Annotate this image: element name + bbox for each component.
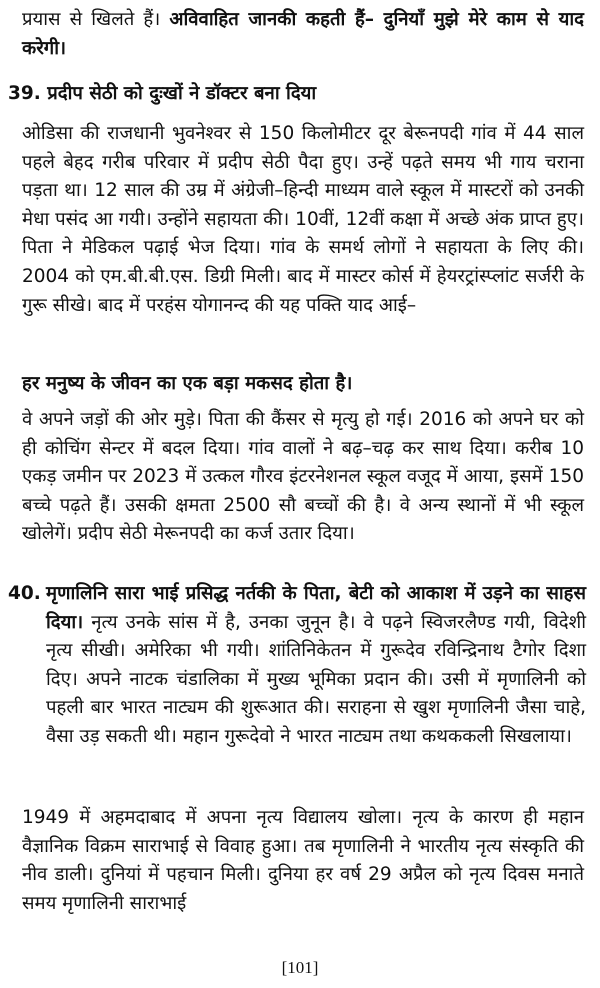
item-40-title: मृणालिनि सारा भाई प्रसिद्ध नर्तकी के पिता, बेटी को आकाश में उड़ने का साहस दिया। <box>46 583 586 633</box>
item-39-paragraph-2: वे अपने जड़ों की ओर मुड़े। पिता की कैंसर से मृत्यु हो गई। 2016 को अपने घर को ही कोचिंग सेन्टर में बदल दिया। गांव वालों ने बढ़–चढ़ कर साथ दिया। करीब 10 एकड़ जमीन पर 2023 में उत्कल गौरव इंटरनेशनल स्कूल वजूद में आया, इसमें 150 बच्चे पढ़ते हैं। उसकी क्षमता 2500 सौ बच्चों की है। वे अन्य स्थानों में भी स्कूल खोलेगें। प्रदीप सेठी मेरूनपदी का कर्ज उतार दिया। <box>22 409 584 545</box>
item-40-text: नृत्य उनके सांस में है, उनका जुनून है। वे पढ़ने स्विजरलैण्ड गयी, विदेशी नृत्य सीखी। अमेरिका भी गयी। शांतिनिकेतन में गुरूदेव रविन्द्रिनाथ टैगोर दिशा दिए। अपने नाटक चंडालिका में मुख्य भूमिका प्रदान की। उसी में मृणालिनी को पहली बार भारत नाट्यम की शुरूआत की। सराहना से खुश मृणालिनी जैसा चाहे, वैसा उड़ सकती थी। महान गुरूदेवो ने भारत नाट्यम तथा कथककली सिखलाया। <box>46 611 587 747</box>
item-39-quote: हर मनुष्य के जीवन का एक बड़ा मकसद होता है। <box>22 373 353 394</box>
item-40-paragraph-1 <box>46 580 586 752</box>
item-39-number: 39. <box>8 83 41 104</box>
intro-bold-quote: अविवाहित जानकी कहती हैं– दुनियाँ मुझे मेरे काम से याद करेगी। <box>22 9 584 59</box>
item-39-paragraph-1: ओडिसा की राजधानी भुवनेश्वर से 150 किलोमीटर दूर बेरूनपदी गांव में 44 साल पहले बेहद गरीब परिवार में प्रदीप सेठी पैदा हुए। उन्हें पढ़ते समय भी गाय चराना पड़ता था। 12 साल की उम्र में अंग्रेजी–हिन्दी माध्यम वाले स्कूल में मास्टरों को उनकी मेधा पसंद आ गयी। उन्होंने सहायता की। 10वीं, 12वीं कक्षा में अच्छे अंक प्राप्त हुए। पिता ने मेडिकल पढ़ाई भेज दिया। गांव के समर्थ लोगों ने सहायता के लिए की। 2004 को एम.बी.बी.एस. डिग्री मिली। बाद में मास्टर कोर्स में हेयरट्रांस्प्लांट सर्जरी के गुरू सीखे। बाद में परहंस योगानन्द की यह पक्ति याद आई– <box>22 123 584 316</box>
item-40-number: 40. <box>8 583 41 604</box>
page-number: [101] <box>281 958 319 977</box>
item-39-heading <box>8 80 588 108</box>
item-40-paragraph-2: 1949 में अहमदाबाद में अपना नृत्य विद्यालय खोला। नृत्य के कारण ही महान वैज्ञानिक विक्रम साराभाई से विवाह हुआ। तब मृणालिनी ने भारतीय नृत्य संस्कृति की नीव डाली। दुनियां में पहचान मिली। दुनिया हर वर्ष 29 अप्रैल को नृत्य दिवस मनाते समय मृणालिनी साराभाई <box>22 807 584 914</box>
intro-paragraph <box>22 6 584 63</box>
item-39-title: प्रदीप सेठी को दुःखों ने डॉक्टर बना दिया <box>47 83 317 104</box>
intro-text: प्रयास से खिलते हैं। <box>22 9 161 30</box>
